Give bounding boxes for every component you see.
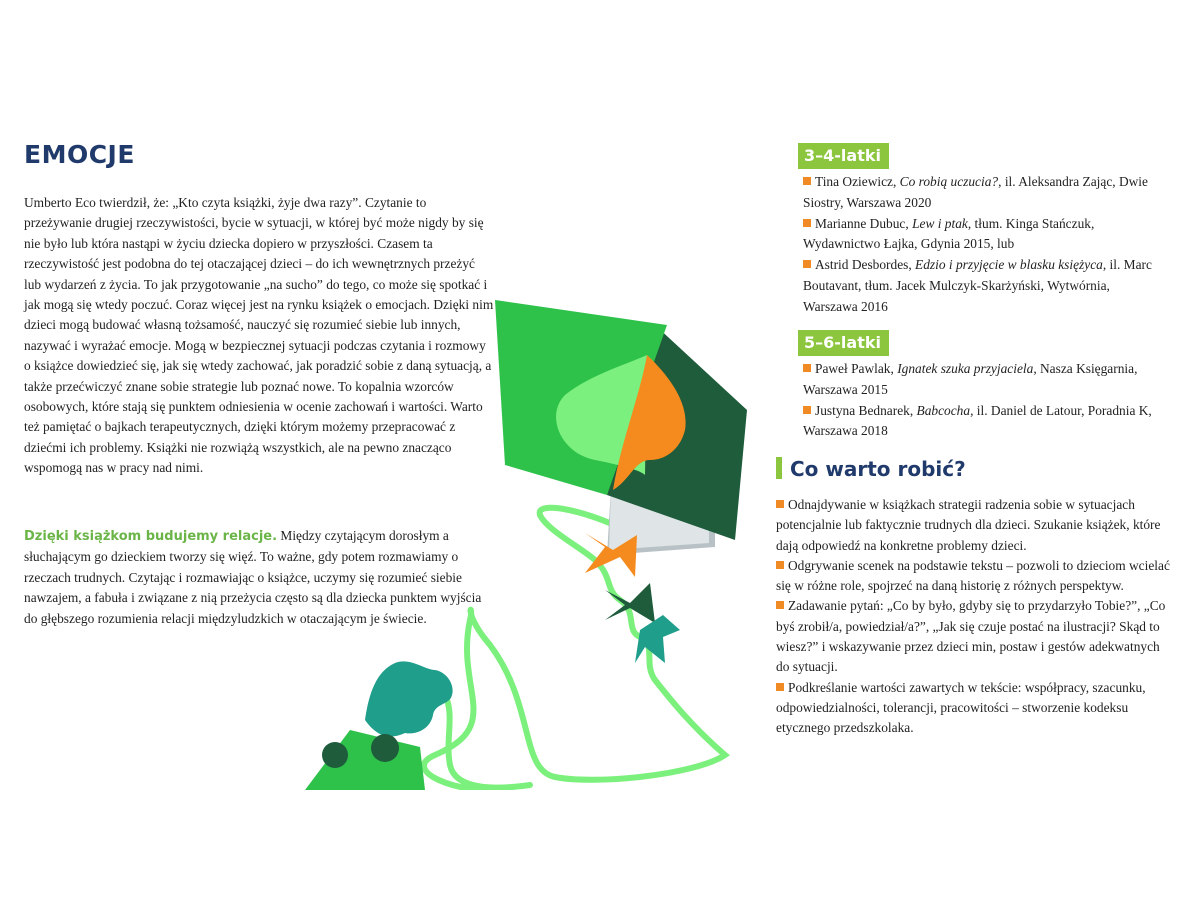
book-item: Justyna Bednarek, Babcocha, il. Daniel de Latour, Poradnia K, Warszawa 2018: [803, 402, 1152, 439]
hand-illustration: [365, 661, 453, 736]
age-badge-5-6: 5–6-latki: [798, 330, 889, 356]
book-list-5-6: [803, 359, 1163, 442]
kite-string: [424, 508, 725, 790]
todo-item: Zadawanie pytań: „Co by było, gdyby się to przydarzyło Tobie?”, „Co byś zrobił/a, powiedział/a?”, „Jak się czuje postać na ilustracji? Skąd to wiesz?” i wskazywanie przez dzieci min, postaw i gestów adekwatnych do sytuacji.: [776, 598, 1166, 675]
todo-heading: Co warto robić?: [776, 457, 966, 481]
book-item: Marianne Dubuc, Lew i ptak, tłum. Kinga Stańczuk, Wydawnictwo Łajka, Gdynia 2015, lub: [803, 215, 1095, 252]
book-list-3-4: [803, 172, 1163, 318]
kite-illustration: [295, 285, 765, 790]
bullet-icon: [803, 406, 811, 414]
book-item: Tina Oziewicz, Co robią uczucia?, il. Aleksandra Zając, Dwie Siostry, Warszawa 2020: [803, 174, 1148, 210]
todo-item: Odgrywanie scenek na podstawie tekstu – pozwoli to dzieciom wcielać się w różne role, spojrzeć na daną historię z różnych perspektyw.: [776, 557, 1170, 594]
bullet-icon: [803, 219, 811, 227]
bullet-icon: [803, 260, 811, 268]
bullet-icon: [776, 500, 784, 508]
age-badge-3-4: 3–4-latki: [798, 143, 889, 169]
bullet-icon: [803, 177, 811, 185]
page-title: EMOCJE: [24, 140, 135, 169]
book-item: Paweł Pawlak, Ignatek szuka przyjaciela, Nasza Księgarnia, Warszawa 2015: [803, 361, 1138, 397]
todo-list: [776, 495, 1176, 739]
todo-item: Podkreślanie wartości zawartych w tekście: współpracy, szacunku, odpowiedzialności, tolerancji, pracowitości – stworzenie kodeksu etycznego przedszkolaka.: [776, 679, 1146, 736]
book-item: Astrid Desbordes, Edzio i przyjęcie w blasku księżyca, il. Marc Boutavant, tłum. Jacek Mulczyk-Skarżyński, Wytwórnia, Warszawa 2016: [803, 257, 1152, 314]
intro-paragraph: Umberto Eco twierdził, że: „Kto czyta książki, żyje dwa razy”. Czytanie to przeżywanie drugiej rzeczywistości, bycie w sytuacji, w której być może nigdy by się nie było lub która nastąpi w życiu dziecka dopiero w przyszłości. Czasem ta rzeczywistość jest podobna do tej otaczającej dzieci – do ich wewnętrznych przeżyć lub wydarzeń z życia. To jak przygotowanie „na sucho” do tego, co może się spotkać i jak mogą się wtedy poczuć. Coraz więcej jest na rynku książek o emocjach. Dzięki nim dzieci mogą budować własną tożsamość, nauczyć się rozumieć siebie lub innych, nazywać i wyrażać emocje. Mogą w bezpiecznej sytuacji podczas czytania i rozmowy o książce dowiedzieć się, jak się wtedy zachować, jak poradzić sobie z daną sytuacją, a także przećwiczyć znane sobie strategie lub poznać nowe. To kopalnia wzorców osobowych, które stają się punktem odniesienia w ocenie zachowań i wartości. Warto też pamiętać o bajkach terapeutycznych, dzięki którym możemy przepracować z dziećmi ich problemy. Książki nie rozwiążą wszystkich, ale na pewno znacząco wspomogą nas w pracy nad nimi.: [24, 195, 494, 476]
bullet-icon: [776, 601, 784, 609]
relations-lead: Dzięki książkom budujemy relacje.: [24, 529, 278, 544]
bullet-icon: [776, 683, 784, 691]
todo-item: Odnajdywanie w książkach strategii radzenia sobie w sytuacjach potencjalnie lub faktycznie trudnych dla dzieci. Szukanie książek, które dają odpowiedź na konkretne problemy dzieci.: [776, 497, 1161, 553]
relations-text: Między czytającym dorosłym a słuchającym go dzieckiem tworzy się więź. To ważne, gdy potem rozmawiamy o rzeczach trudnych. Czytając i rozmawiając o książce, uczymy się rozumieć siebie nawzajem, a fabuła i związane z nią przeżycia często są dla dziecka punktem wyjścia do głębszego rozumienia relacji międzyludzkich w otaczającym je świecie.: [24, 528, 482, 626]
bow-teal: [635, 615, 680, 663]
bullet-icon: [803, 364, 811, 372]
bullet-icon: [776, 561, 784, 569]
heading-bar: [776, 457, 782, 479]
